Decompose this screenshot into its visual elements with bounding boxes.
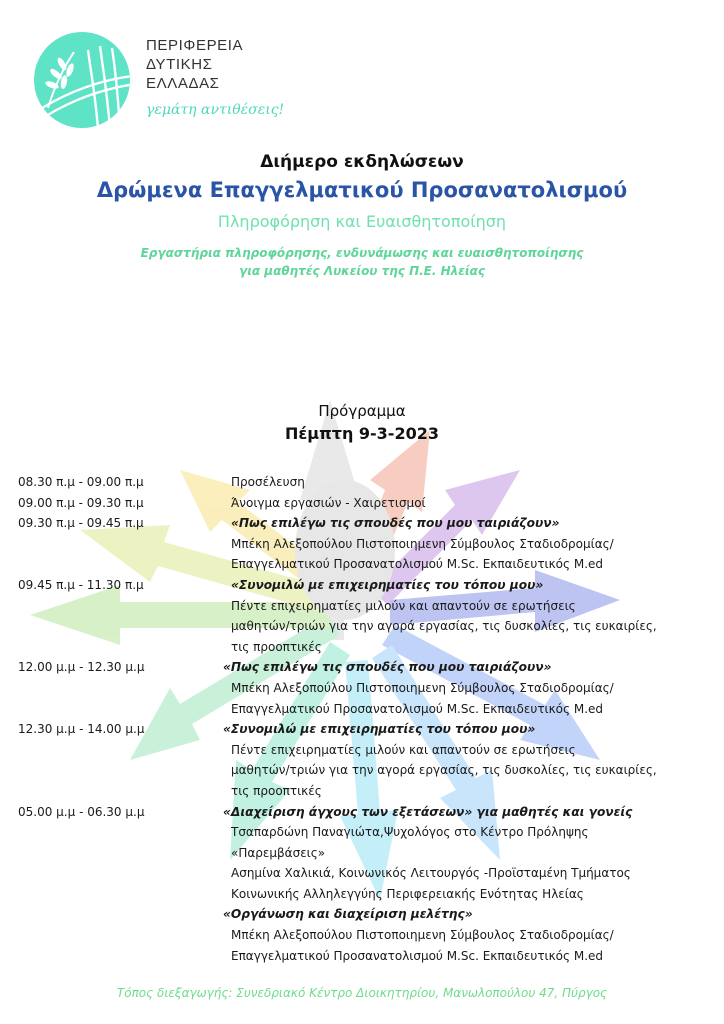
event-subtitle: Πληροφόρηση και Ευαισθητοποίηση	[217, 212, 507, 231]
schedule-time: 09.30 π.μ - 09.45 π.μ	[18, 516, 144, 531]
schedule-details	[223, 472, 718, 493]
venue-footer: Τόπος διεξαγωγής: Συνεδριακό Κέντρο Διοικητηρίου, Μανωλοπούλου 47, Πύργος	[116, 986, 608, 1000]
schedule-time: 12.00 μ.μ - 12.30 μ.μ	[18, 660, 145, 675]
schedule	[18, 472, 718, 966]
schedule-line: μαθητών/τριών για την αγορά εργασίας, τις δυσκολίες, τις ευκαιρίες,	[231, 619, 657, 634]
logo-line-2: ΔΥΤΙΚΗΣ	[146, 56, 213, 73]
schedule-details	[223, 802, 718, 967]
session-title: «Πως επιλέγω τις σπουδές που μου ταιριάζουν»	[231, 516, 560, 531]
schedule-line: Επαγγελματικού Προσανατολισμού M.Sc. Εκπαιδευτικός M.ed	[231, 557, 604, 572]
session-title: «Συνομιλώ με επιχειρηματίες του τόπου μου»	[223, 722, 536, 737]
schedule-line: τις προοπτικές	[231, 639, 322, 654]
session-title: «Οργάνωση και διαχείριση μελέτης»	[223, 907, 473, 922]
schedule-line: Μπέκη Αλεξοπούλου Πιστοποιημενη Σύμβουλος Σταδιοδρομίας/	[231, 928, 614, 943]
logo-slogan: γεμάτη αντιθέσεις!	[146, 102, 285, 118]
region-logo-icon	[32, 30, 132, 130]
schedule-line: «Παρεμβάσεις»	[231, 845, 326, 860]
schedule-row	[18, 513, 718, 575]
session-title: «Διαχείριση άγχους των εξετάσεων» για μαθητές και γονείς	[223, 804, 633, 819]
session-title: «Πως επιλέγω τις σπουδές που μου ταιριάζουν»	[223, 660, 552, 675]
schedule-line: τις προοπτικές	[231, 783, 322, 798]
schedule-time: 05.00 μ.μ - 06.30 μ.μ	[18, 804, 145, 819]
schedule-row	[18, 575, 718, 657]
program-date: Πέμπτη 9-3-2023	[285, 424, 439, 443]
schedule-line: Μπέκη Αλεξοπούλου Πιστοποιημενη Σύμβουλος Σταδιοδρομίας/	[231, 680, 614, 695]
event-title: Δρώμενα Επαγγελματικού Προσανατολισμού	[96, 178, 628, 202]
schedule-details	[223, 719, 718, 801]
schedule-time: 09.00 π.μ - 09.30 π.μ	[18, 495, 144, 510]
schedule-row	[18, 802, 718, 967]
event-description-line-1: Εργαστήρια πληροφόρησης, ενδυνάμωσης και ευαισθητοποίησης	[140, 246, 584, 260]
logo-line-1: ΠΕΡΙΦΕΡΕΙΑ	[146, 37, 244, 54]
schedule-line: Άνοιγμα εργασιών - Χαιρετισμοί	[231, 495, 426, 510]
logo-line-3: ΕΛΛΑΔΑΣ	[146, 75, 220, 92]
schedule-details	[223, 657, 718, 719]
schedule-line: Πέντε επιχειρηματίες μιλούν και απαντούν σε ερωτήσεις	[231, 742, 576, 757]
schedule-details	[223, 493, 718, 514]
schedule-time: 12.30 μ.μ - 14.00 μ.μ	[18, 722, 145, 737]
schedule-line: Επαγγελματικού Προσανατολισμού M.Sc. Εκπαιδευτικός M.ed	[231, 948, 604, 963]
schedule-line: Πέντε επιχειρηματίες μιλούν και απαντούν σε ερωτήσεις	[231, 598, 576, 613]
program-label: Πρόγραμμα	[318, 402, 406, 420]
schedule-time: 08.30 π.μ - 09.00 π.μ	[18, 475, 144, 489]
event-description	[0, 244, 724, 280]
event-description-line-2: για μαθητές Λυκείου της Π.Ε. Ηλείας	[239, 264, 485, 278]
schedule-details	[223, 575, 718, 657]
schedule-row	[18, 472, 718, 493]
schedule-time: 09.45 π.μ - 11.30 π.μ	[18, 577, 144, 592]
schedule-line: Τσαπαρδώνη Παναγιώτα,Ψυχολόγος στο Κέντρο Πρόληψης	[231, 825, 589, 840]
schedule-line: Επαγγελματικού Προσανατολισμού M.Sc. Εκπαιδευτικός M.ed	[231, 701, 604, 716]
schedule-line: Κοινωνικής Αλληλεγγύης Περιφερειακής Ενότητας Ηλείας	[231, 886, 584, 901]
schedule-row	[18, 719, 718, 801]
logo-wordmark	[146, 36, 243, 93]
schedule-line: μαθητών/τριών για την αγορά εργασίας, τις δυσκολίες, τις ευκαιρίες,	[231, 763, 657, 778]
schedule-line: Προσέλευση	[231, 475, 305, 489]
schedule-line: Ασημίνα Χαλικιά, Κοινωνικός Λειτουργός -Προϊσταμένη Τμήματος	[231, 866, 631, 881]
schedule-row	[18, 493, 718, 514]
schedule-row	[18, 657, 718, 719]
event-type: Διήμερο εκδηλώσεων	[260, 152, 464, 172]
schedule-line: Μπέκη Αλεξοπούλου Πιστοποιημενη Σύμβουλος Σταδιοδρομίας/	[231, 536, 614, 551]
session-title: «Συνομιλώ με επιχειρηματίες του τόπου μου»	[231, 577, 544, 592]
schedule-details	[223, 513, 718, 575]
